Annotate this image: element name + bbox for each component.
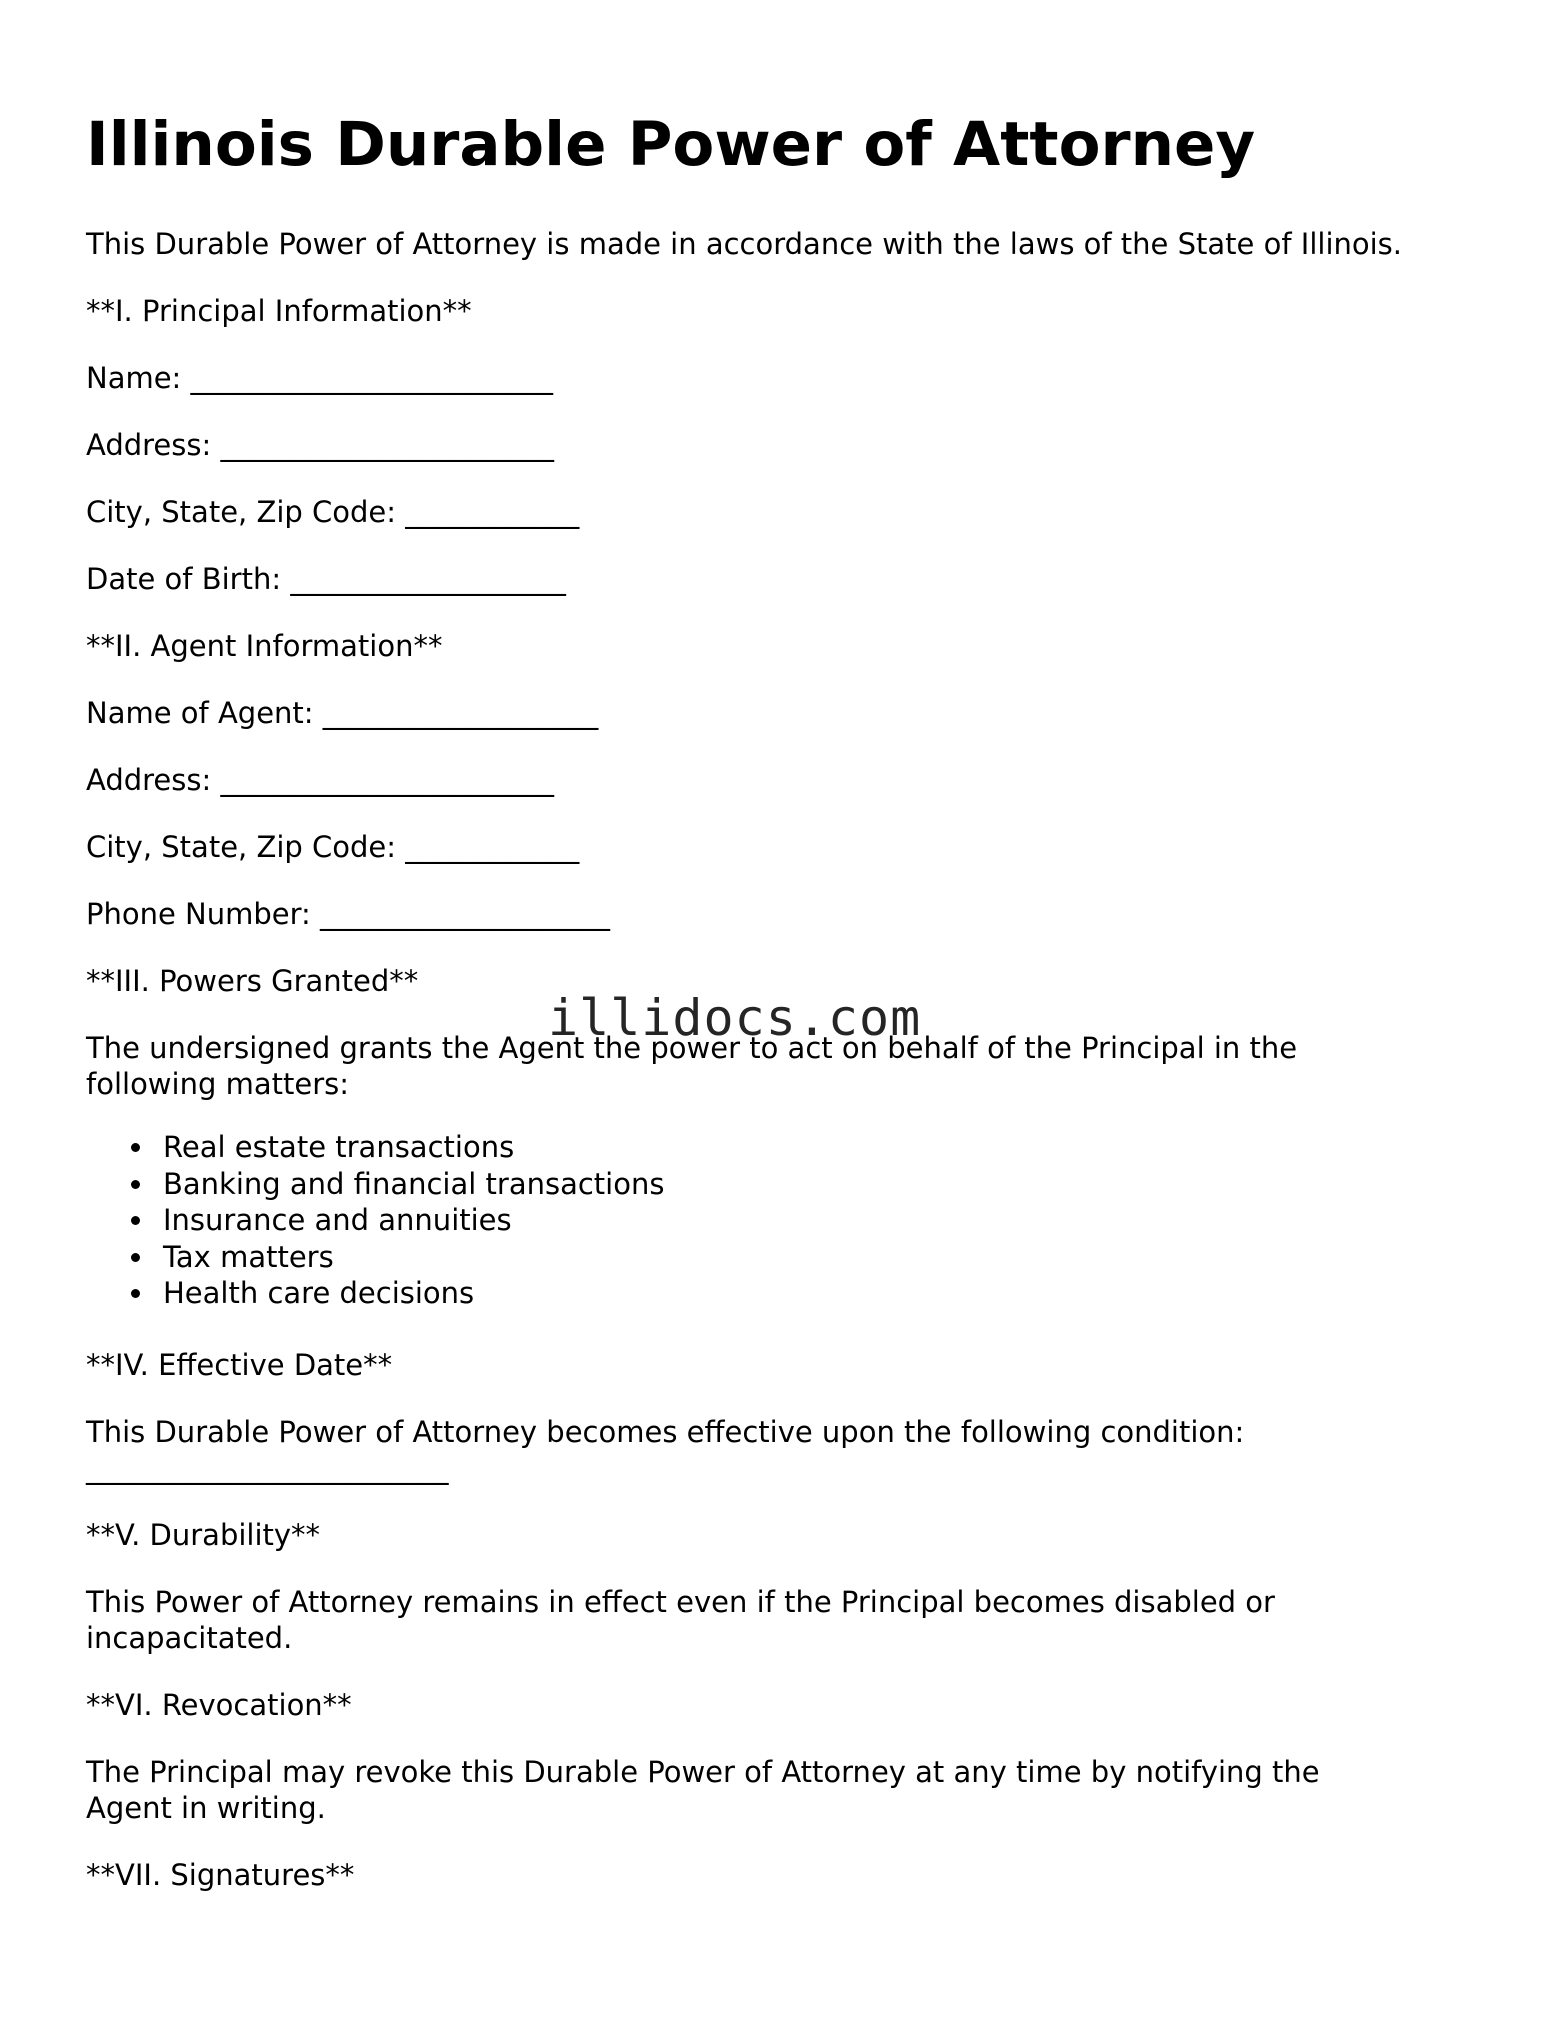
powers-list xyxy=(86,1129,664,1312)
powers-intro: The undersigned grants the Agent the power to act on behalf of the Principal in the following matters: xyxy=(86,1031,1298,1101)
list-item: Insurance and annuities xyxy=(86,1202,664,1239)
principal-name-field: Name: _________________________ xyxy=(86,361,554,395)
powers-heading: **III. Powers Granted** xyxy=(86,964,419,998)
effective-text: This Durable Power of Attorney becomes effective upon the following condition: _________________________ xyxy=(86,1415,1245,1485)
principal-address-field: Address: _______________________ xyxy=(86,428,554,462)
principal-dob-field: Date of Birth: ___________________ xyxy=(86,562,566,596)
agent-city-state-zip-field: City, State, Zip Code: ____________ xyxy=(86,830,580,864)
agent-phone-field: Phone Number: ____________________ xyxy=(86,897,611,931)
document-title: Illinois Durable Power of Attorney xyxy=(86,109,1256,180)
principal-city-state-zip-field: City, State, Zip Code: ____________ xyxy=(86,495,580,529)
revocation-text: The Principal may revoke this Durable Power of Attorney at any time by notifying the Agent in writing. xyxy=(86,1755,1320,1825)
agent-address-field: Address: _______________________ xyxy=(86,763,554,797)
intro-text: This Durable Power of Attorney is made in accordance with the laws of the State of Illinois. xyxy=(86,227,1403,261)
agent-name-field: Name of Agent: ___________________ xyxy=(86,696,599,730)
principal-heading: **I. Principal Information** xyxy=(86,294,472,328)
list-item: Banking and financial transactions xyxy=(86,1166,664,1203)
signatures-heading: **VII. Signatures** xyxy=(86,1858,355,1892)
durability-text: This Power of Attorney remains in effect even if the Principal becomes disabled or incapacitated. xyxy=(86,1585,1275,1655)
list-item: Real estate transactions xyxy=(86,1129,664,1166)
effective-heading: **IV. Effective Date** xyxy=(86,1348,393,1382)
watermark: illidocs.com xyxy=(548,989,922,1047)
agent-heading: **II. Agent Information** xyxy=(86,629,443,663)
list-item: Health care decisions xyxy=(86,1275,664,1312)
revocation-heading: **VI. Revocation** xyxy=(86,1688,352,1722)
list-item: Tax matters xyxy=(86,1239,664,1276)
durability-heading: **V. Durability** xyxy=(86,1518,321,1552)
